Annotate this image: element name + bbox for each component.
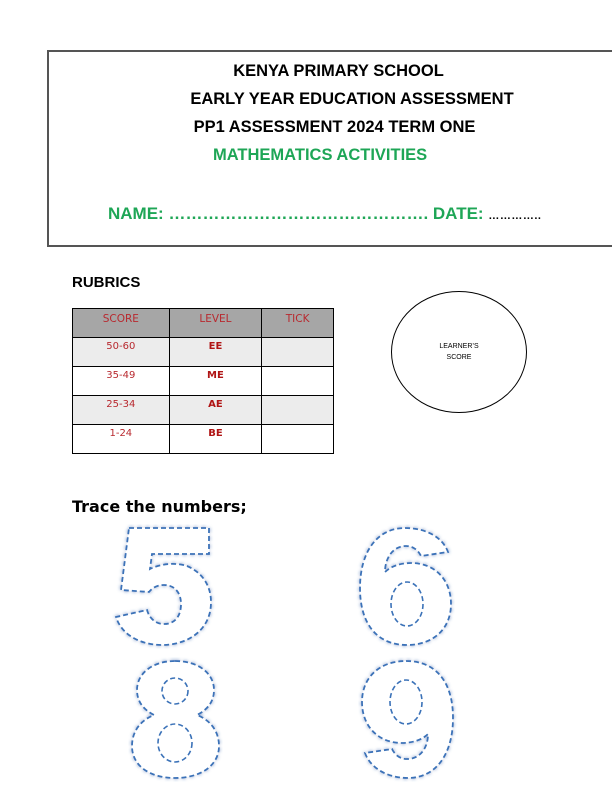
table-row — [73, 338, 334, 367]
trace-digit-5-icon[interactable] — [112, 524, 217, 649]
score-cell: 50-60 — [73, 338, 170, 367]
rubrics-title: RUBRICS — [72, 274, 141, 291]
score-cell: 35-49 — [73, 367, 170, 396]
tick-cell[interactable] — [262, 425, 334, 454]
tick-cell[interactable] — [262, 338, 334, 367]
learner-score-label-line1: LEARNER’S — [439, 343, 479, 350]
name-field[interactable]: ………………………………………. — [168, 204, 433, 223]
level-cell: AE — [169, 396, 262, 425]
trace-digit-6-icon[interactable] — [355, 524, 455, 649]
assessment-term: PP1 ASSESSMENT 2024 TERM ONE — [193, 118, 476, 136]
table-row — [73, 396, 334, 425]
tick-cell[interactable] — [262, 396, 334, 425]
table-header-row — [73, 309, 334, 338]
rubrics-table — [72, 308, 334, 454]
column-header-level: LEVEL — [169, 309, 262, 338]
score-cell: 1-24 — [73, 425, 170, 454]
date-label: DATE: — [432, 204, 489, 223]
school-name: KENYA PRIMARY SCHOOL — [233, 62, 444, 80]
name-date-line — [108, 204, 541, 224]
subject-title: MATHEMATICS ACTIVITIES — [213, 146, 428, 164]
trace-digit-9-icon[interactable] — [358, 657, 458, 782]
score-cell: 25-34 — [73, 396, 170, 425]
level-cell: BE — [169, 425, 262, 454]
tick-cell[interactable] — [262, 367, 334, 396]
learner-score-label-line2: SCORE — [446, 354, 472, 361]
table-row — [73, 367, 334, 396]
level-cell: EE — [169, 338, 262, 367]
trace-instruction: Trace the numbers; — [72, 497, 247, 516]
learner-score-circle[interactable] — [391, 291, 527, 413]
assessment-type: EARLY YEAR EDUCATION ASSESSMENT — [190, 90, 514, 108]
trace-digit-8-icon[interactable] — [128, 657, 223, 782]
name-label: NAME: — [108, 204, 169, 223]
table-row — [73, 425, 334, 454]
date-field[interactable]: ………….. — [488, 210, 542, 222]
column-header-score: SCORE — [73, 309, 170, 338]
column-header-tick: TICK — [262, 309, 334, 338]
level-cell: ME — [169, 367, 262, 396]
